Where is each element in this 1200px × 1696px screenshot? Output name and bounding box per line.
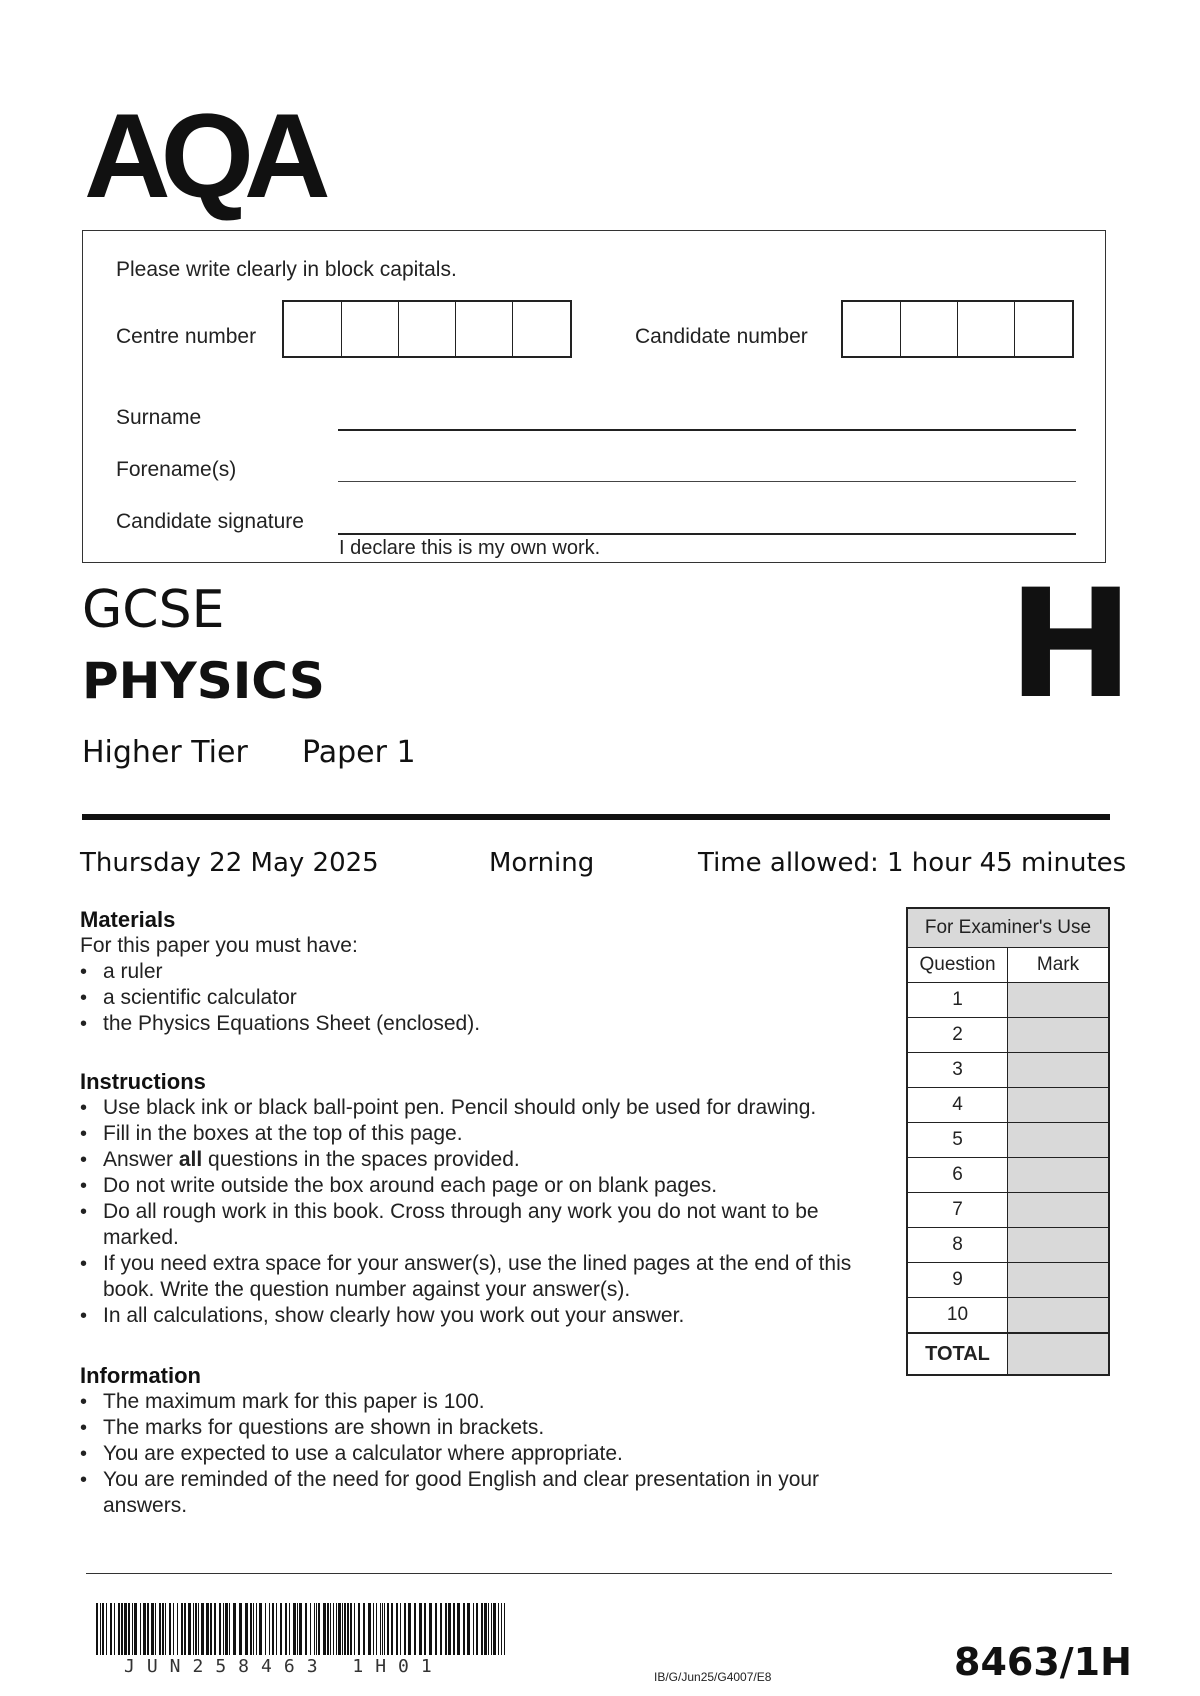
barcode-bar (265, 1603, 266, 1655)
examiner-table-header (908, 948, 1108, 983)
question-number: 2 (908, 1018, 1008, 1052)
list-item: • You are expected to use a calculator where appropriate. (80, 1441, 880, 1467)
tier-label: Higher Tier (82, 735, 248, 770)
barcode-bar (498, 1603, 499, 1655)
centre-number-boxes[interactable] (282, 300, 572, 358)
barcode-bar (96, 1603, 98, 1655)
exam-date: Thursday 22 May 2025 (80, 848, 379, 878)
question-number: 3 (908, 1053, 1008, 1087)
barcode-bar (400, 1603, 401, 1655)
question-number: 10 (908, 1298, 1008, 1332)
instructions-section (80, 1069, 880, 1329)
mark-cell[interactable] (1008, 983, 1108, 1017)
list-item: • The marks for questions are shown in brackets. (80, 1415, 880, 1441)
mark-cell[interactable] (1008, 1193, 1108, 1227)
barcode-bar (159, 1603, 161, 1655)
barcode-bar (198, 1603, 199, 1655)
barcode-bar (253, 1603, 254, 1655)
barcode-bar (408, 1603, 411, 1655)
list-item: • Do all rough work in this book. Cross through any work you do not want to be marked. (80, 1199, 880, 1251)
barcode-bar (106, 1603, 107, 1655)
table-row (908, 1228, 1108, 1263)
barcode-bar (342, 1603, 343, 1655)
barcode-bar (134, 1603, 137, 1655)
question-number: 9 (908, 1263, 1008, 1297)
barcode-bar (305, 1603, 307, 1655)
list-item: • Do not write outside the box around each page or on blank pages. (80, 1173, 880, 1199)
barcode-bar (380, 1603, 381, 1655)
examiner-use-table (906, 907, 1110, 1376)
barcode-bar (229, 1603, 230, 1655)
barcode-bar (435, 1603, 437, 1655)
question-number: 8 (908, 1228, 1008, 1262)
barcode-bar (404, 1603, 406, 1655)
barcode-bar (151, 1603, 154, 1655)
barcode (96, 1603, 510, 1655)
barcode-bar (299, 1603, 302, 1655)
barcode-bar (121, 1603, 123, 1655)
table-row (908, 1263, 1108, 1298)
candidate-number-label: Candidate number (635, 325, 808, 348)
barcode-bar (473, 1603, 474, 1655)
barcode-bar (289, 1603, 290, 1655)
list-item: • the Physics Equations Sheet (enclosed). (80, 1011, 880, 1037)
instructions-heading: Instructions (80, 1069, 206, 1094)
table-row (908, 1158, 1108, 1193)
centre-number-digit[interactable] (455, 302, 512, 356)
barcode-bar (344, 1603, 346, 1655)
paper-label: Paper 1 (302, 735, 416, 770)
barcode-bar (162, 1603, 164, 1655)
barcode-bar (363, 1603, 365, 1655)
question-number: 6 (908, 1158, 1008, 1192)
barcode-bar (501, 1603, 502, 1655)
candidate-number-digit[interactable] (1014, 302, 1071, 356)
subject-title: PHYSICS (82, 652, 325, 710)
barcode-bar (347, 1603, 349, 1655)
list-item (80, 1147, 880, 1173)
barcode-bar (323, 1603, 326, 1655)
question-number: 7 (908, 1193, 1008, 1227)
barcode-bar (488, 1603, 489, 1655)
mark-cell[interactable] (1008, 1298, 1108, 1332)
list-item: • The maximum mark for this paper is 100. (80, 1389, 880, 1415)
signature-field[interactable] (338, 533, 1076, 535)
barcode-bar (491, 1603, 492, 1655)
barcode-bar (424, 1603, 426, 1655)
barcode-bar (250, 1603, 252, 1655)
barcode-bar (368, 1603, 371, 1655)
table-row (908, 983, 1108, 1018)
barcode-bar (118, 1603, 120, 1655)
barcode-bar (269, 1603, 270, 1655)
barcode-bar (259, 1603, 262, 1655)
barcode-bar (297, 1603, 298, 1655)
mark-cell[interactable] (1008, 1088, 1108, 1122)
mark-cell[interactable] (1008, 1053, 1108, 1087)
barcode-bar (476, 1603, 478, 1655)
answer-prefix: Answer (103, 1148, 179, 1171)
candidate-number-digit[interactable] (843, 302, 900, 356)
total-mark-cell[interactable] (1008, 1334, 1108, 1374)
barcode-bar (338, 1603, 341, 1655)
barcode-bar (330, 1603, 331, 1655)
centre-number-digit[interactable] (341, 302, 398, 356)
mark-column-header: Mark (1008, 948, 1108, 982)
answer-emphasis: all (178, 1148, 203, 1171)
centre-number-digit[interactable] (398, 302, 455, 356)
forename-label: Forename(s) (116, 458, 237, 481)
barcode-bar (210, 1603, 212, 1655)
mark-cell[interactable] (1008, 1228, 1108, 1262)
materials-section (80, 907, 880, 1037)
barcode-bar (169, 1603, 171, 1655)
barcode-bar (147, 1603, 149, 1655)
table-row (908, 1018, 1108, 1053)
barcode-bar (195, 1603, 197, 1655)
barcode-bar (201, 1603, 204, 1655)
list-item: • a ruler (80, 959, 880, 985)
barcode-bar (143, 1603, 146, 1655)
list-item: • You are reminded of the need for good English and clear presentation in your answers. (80, 1467, 880, 1519)
barcode-bar (336, 1603, 337, 1655)
materials-intro: For this paper you must have: (80, 934, 358, 957)
barcode-bar (318, 1603, 320, 1655)
candidate-number-digit[interactable] (957, 302, 1014, 356)
block-capitals-instruction: Please write clearly in block capitals. (116, 258, 457, 281)
barcode-bar (165, 1603, 166, 1655)
table-row (908, 1088, 1108, 1123)
paper-code: 8463/1H (954, 1640, 1132, 1684)
barcode-bar (177, 1603, 178, 1655)
barcode-bar (440, 1603, 442, 1655)
question-number: 5 (908, 1123, 1008, 1157)
barcode-bar (396, 1603, 398, 1655)
question-number: 4 (908, 1088, 1008, 1122)
barcode-bar (504, 1603, 505, 1655)
barcode-bar (280, 1603, 282, 1655)
mark-cell[interactable] (1008, 1018, 1108, 1052)
barcode-bar (382, 1603, 383, 1655)
list-item: • In all calculations, show clearly how you work out your answer. (80, 1303, 880, 1329)
table-row (908, 1053, 1108, 1088)
list-item: • Fill in the boxes at the top of this page. (80, 1121, 880, 1147)
barcode-bar (245, 1603, 248, 1655)
total-row (908, 1333, 1108, 1374)
barcode-bar (223, 1603, 224, 1655)
centre-number-digit[interactable] (512, 302, 569, 356)
centre-number-digit[interactable] (284, 302, 341, 356)
barcode-bar (181, 1603, 183, 1655)
information-heading: Information (80, 1363, 201, 1388)
barcode-bar (285, 1603, 287, 1655)
barcode-text: JUN258463 1H01 (124, 1656, 444, 1677)
barcode-bar (429, 1603, 432, 1655)
tier-letter: H (1008, 558, 1134, 732)
barcode-bar (463, 1603, 465, 1655)
barcode-bar (256, 1603, 257, 1655)
declaration-text: I declare this is my own work. (339, 537, 601, 559)
barcode-bar (233, 1603, 236, 1655)
barcode-bar (214, 1603, 216, 1655)
qualification-title: GCSE (82, 580, 225, 640)
materials-list (80, 959, 880, 1037)
barcode-bar (102, 1603, 104, 1655)
mark-cell[interactable] (1008, 1123, 1108, 1157)
barcode-bar (481, 1603, 483, 1655)
barcode-bar (391, 1603, 393, 1655)
barcode-bar (376, 1603, 377, 1655)
barcode-bar (419, 1603, 422, 1655)
barcode-bar (272, 1603, 274, 1655)
barcode-bar (310, 1603, 311, 1655)
surname-label: Surname (116, 406, 202, 429)
answer-suffix: questions in the spaces provided. (202, 1148, 520, 1171)
barcode-bar (453, 1603, 455, 1655)
instructions-list (80, 1095, 880, 1329)
examiner-table-title: For Examiner's Use (908, 909, 1108, 948)
table-row (908, 1123, 1108, 1158)
barcode-bar (140, 1603, 141, 1655)
barcode-bar (128, 1603, 130, 1655)
barcode-bar (239, 1603, 242, 1655)
signature-label: Candidate signature (116, 510, 304, 533)
barcode-bar (100, 1603, 101, 1655)
information-section (80, 1363, 880, 1519)
barcode-bar (354, 1603, 355, 1655)
total-label: TOTAL (908, 1334, 1008, 1374)
barcode-bar (293, 1603, 296, 1655)
title-divider (82, 814, 1110, 820)
table-row (908, 1193, 1108, 1228)
barcode-bar (493, 1603, 496, 1655)
barcode-bar (155, 1603, 156, 1655)
barcode-bar (219, 1603, 221, 1655)
candidate-number-boxes[interactable] (841, 300, 1074, 358)
barcode-bar (387, 1603, 389, 1655)
barcode-bar (110, 1603, 112, 1655)
barcode-bar (132, 1603, 133, 1655)
barcode-bar (314, 1603, 315, 1655)
barcode-bar (457, 1603, 460, 1655)
barcode-bar (225, 1603, 228, 1655)
barcode-bar (414, 1603, 416, 1655)
surname-field[interactable] (338, 429, 1076, 431)
barcode-bar (206, 1603, 209, 1655)
time-allowed: Time allowed: 1 hour 45 minutes (698, 848, 1127, 878)
table-row (908, 1298, 1108, 1333)
materials-heading: Materials (80, 907, 176, 932)
list-item: • a scientific calculator (80, 985, 880, 1011)
barcode-bar (358, 1603, 360, 1655)
barcode-bar (445, 1603, 447, 1655)
barcode-bar (193, 1603, 194, 1655)
barcode-bar (114, 1603, 115, 1655)
barcode-bar (448, 1603, 451, 1655)
barcode-bar (316, 1603, 317, 1655)
forename-field[interactable] (338, 481, 1076, 482)
document-reference: IB/G/Jun25/G4007/E8 (654, 1670, 772, 1684)
list-item: • If you need extra space for your answer(s), use the lined pages at the end of this book. Write the question number against your answer(s). (80, 1251, 880, 1303)
aqa-logo: AQA (84, 89, 321, 223)
mark-cell[interactable] (1008, 1263, 1108, 1297)
candidate-number-digit[interactable] (900, 302, 957, 356)
exam-session: Morning (489, 848, 595, 878)
question-number: 1 (908, 983, 1008, 1017)
list-item: • Use black ink or black ball-point pen. Pencil should only be used for drawing. (80, 1095, 880, 1121)
barcode-bar (350, 1603, 352, 1655)
barcode-bar (327, 1603, 329, 1655)
barcode-bar (373, 1603, 374, 1655)
barcode-bar (384, 1603, 385, 1655)
barcode-bar (467, 1603, 470, 1655)
barcode-bar (484, 1603, 487, 1655)
mark-cell[interactable] (1008, 1158, 1108, 1192)
barcode-bar (184, 1603, 186, 1655)
information-list (80, 1389, 880, 1519)
barcode-bar (333, 1603, 334, 1655)
question-column-header: Question (908, 948, 1008, 982)
barcode-bar (276, 1603, 277, 1655)
footer-divider (86, 1573, 1112, 1574)
barcode-bar (124, 1603, 127, 1655)
barcode-bar (173, 1603, 174, 1655)
centre-number-label: Centre number (116, 325, 257, 348)
barcode-bar (188, 1603, 191, 1655)
